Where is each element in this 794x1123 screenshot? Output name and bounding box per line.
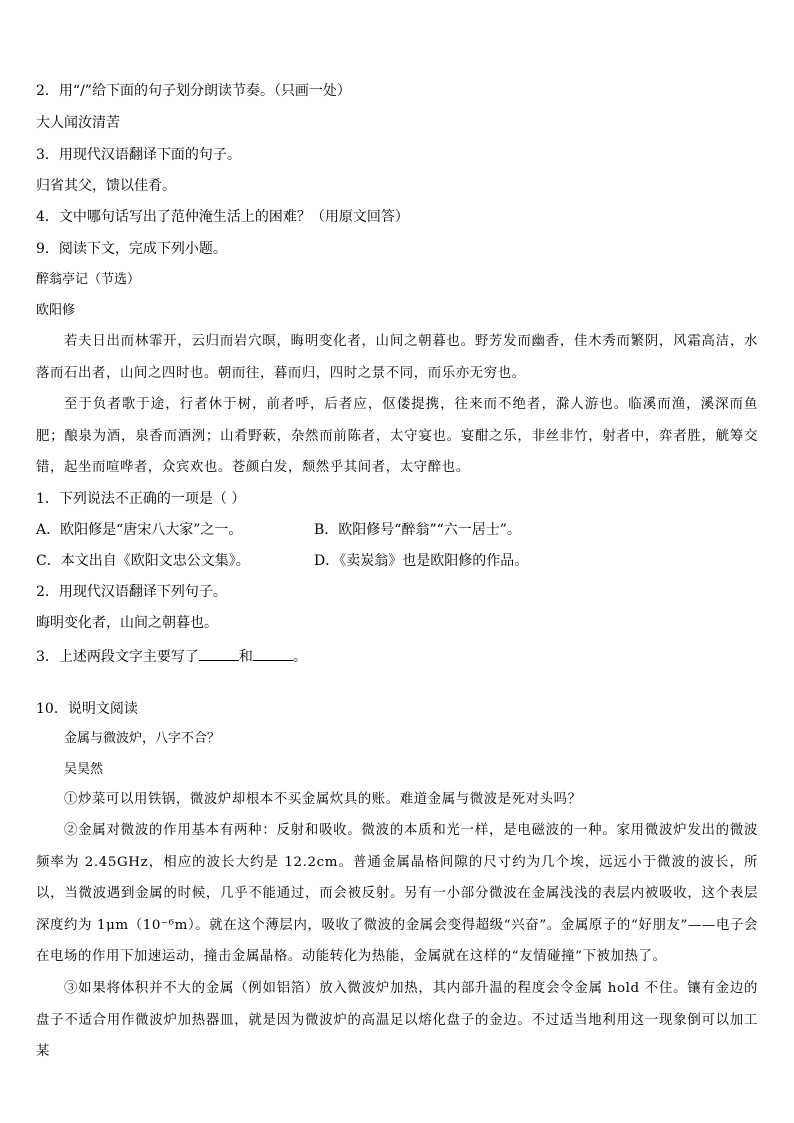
subquestion-3-suffix: 。 bbox=[292, 649, 307, 665]
article-author: 吴昊然 bbox=[64, 762, 104, 777]
subquestion-2-prompt: 2．用现代汉语翻译下列句子。 bbox=[36, 584, 227, 600]
subquestion-3-line bbox=[36, 646, 307, 666]
option-d: D．《卖炭翁》也是欧阳修的作品。 bbox=[314, 553, 529, 569]
subquestion-3-prefix: 3．上述两段文字主要写了 bbox=[36, 649, 199, 665]
question-2-prompt: 2．用“/”给下面的句子划分朗读节奏。（只画一处） bbox=[36, 83, 351, 99]
option-c: C．本文出自《欧阳文忠公文集》。 bbox=[36, 553, 250, 569]
question-3-sentence: 归省其父，馈以佳肴。 bbox=[36, 178, 176, 194]
option-b: B．欧阳修号“醉翁”“六一居士”。 bbox=[314, 522, 521, 538]
question-2-sentence: 大人闻汝清苦 bbox=[36, 115, 120, 131]
subquestion-2-sentence: 晦明变化者，山间之朝暮也。 bbox=[36, 615, 218, 631]
article-paragraph-2: ②金属对微波的作用基本有两种：反射和吸收。微波的本质和光一样，是电磁波的一种。家用微波炉发出的微波频率为 2.45GHz，相应的波长大约是 12.2cm。普通金属晶格间隙的尺寸约为几个埃，远远小于微波的波长，所以，当微波遇到金属的时候，几乎不能通过，而会被反射。另有一小部分微波在金属浅浅的表层内被吸收，这个表层深度约为 1μm（10⁻⁶m）。就在这个薄层内，吸收了微波的金属会变得超级“兴奋”。金属原子的“好朋友”——电子会在电场的作用下加速运动，撞击金属晶格。动能转化为热能，金属就在这样的“友情碰撞”下被加热了。 bbox=[36, 823, 758, 964]
question-10-title: 10．说明文阅读 bbox=[36, 701, 138, 717]
article-paragraph-3: ③如果将体积并不大的金属（例如铝箔）放入微波炉加热，其内部升温的程度会令金属 hold 不住。镶有金边的盘子不适合用作微波炉加热器皿，就是因为微波炉的高温足以熔化盘子的金边。不过适当地利用这一现象倒可以加工某 bbox=[36, 981, 758, 1059]
option-a: A．欧阳修是“唐宋八大家”之一。 bbox=[36, 522, 243, 538]
passage-paragraph-1: 若夫日出而林霏开，云归而岩穴暝，晦明变化者，山间之朝暮也。野芳发而幽香，佳木秀而繁阴，风霜高洁，水落而石出者，山间之四时也。朝而往，暮而归，四时之景不同，而乐亦无穷也。 bbox=[36, 334, 758, 381]
answer-blank-1[interactable] bbox=[199, 646, 239, 661]
question-9-title: 9．阅读下文，完成下列小题。 bbox=[36, 241, 227, 257]
subquestion-3-joiner: 和 bbox=[238, 649, 253, 665]
question-3-prompt: 3．用现代汉语翻译下面的句子。 bbox=[36, 147, 241, 163]
question-4-prompt: 4．文中哪句话写出了范仲淹生活上的困难？（用原文回答） bbox=[36, 209, 409, 225]
subquestion-1-prompt: 1．下列说法不正确的一项是（ ） bbox=[36, 491, 246, 507]
passage-paragraph-2: 至于负者歌于途，行者休于树，前者呼，后者应，伛偻提携，往来而不绝者，滁人游也。临溪而渔，溪深而鱼肥；酿泉为酒，泉香而酒洌；山肴野蔌，杂然而前陈者，太守宴也。宴酣之乐，非丝非竹，射者中，弈者胜，觥筹交错，起坐而喧哗者，众宾欢也。苍颜白发，颓然乎其间者，太守醉也。 bbox=[36, 397, 758, 475]
article-paragraph-1: ①炒菜可以用铁锅，微波炉却根本不买金属炊具的账。难道金属与微波是死对头吗？ bbox=[64, 792, 582, 807]
passage-title: 醉翁亭记（节选） bbox=[36, 272, 141, 287]
answer-blank-2[interactable] bbox=[253, 646, 293, 661]
article-title: 金属与微波炉，八字不合？ bbox=[64, 731, 221, 746]
passage-author: 欧阳修 bbox=[36, 303, 76, 318]
